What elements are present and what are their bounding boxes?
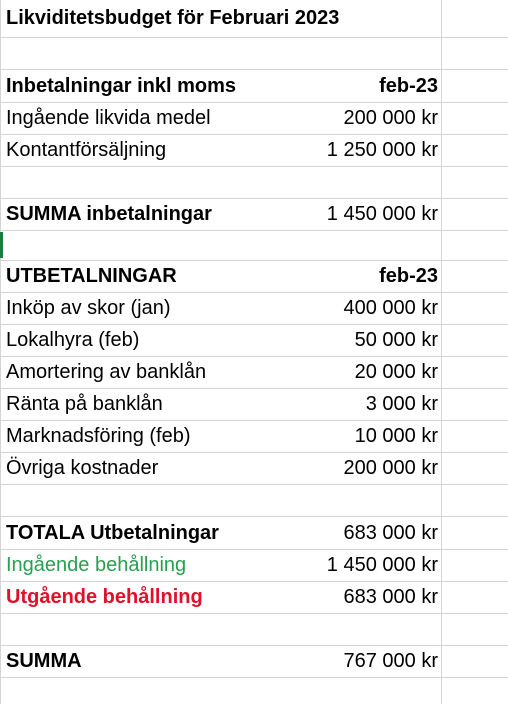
table-row[interactable] <box>0 325 508 357</box>
inbetalningar-header-row[interactable] <box>0 70 508 103</box>
table-row[interactable] <box>0 357 508 389</box>
empty-row[interactable] <box>0 231 508 261</box>
empty-row[interactable] <box>0 38 508 70</box>
row-label: Övriga kostnader <box>6 457 159 479</box>
table-row[interactable] <box>0 135 508 167</box>
utbetalningar-header-row[interactable] <box>0 261 508 293</box>
sheet-title: Likviditetsbudget för Februari 2023 <box>6 7 340 29</box>
utgaende-behallning-label: Utgående behållning <box>6 586 203 608</box>
totala-utbetalningar-value: 683 000 kr <box>343 521 438 544</box>
utgaende-behallning-row[interactable] <box>0 582 508 614</box>
empty-row[interactable] <box>0 485 508 517</box>
row-value: 200 000 kr <box>343 107 438 129</box>
table-row[interactable] <box>0 421 508 453</box>
ingaende-behallning-row[interactable] <box>0 550 508 582</box>
summa-row[interactable] <box>0 646 508 678</box>
selection-indicator <box>0 232 3 258</box>
row-label: Ingående likvida medel <box>6 107 211 129</box>
utgaende-behallning-value: 683 000 kr <box>343 586 438 608</box>
inbetalningar-header-label: Inbetalningar inkl moms <box>6 74 237 97</box>
row-value: 10 000 kr <box>354 425 438 447</box>
row-label: Ränta på banklån <box>6 393 163 415</box>
summa-inbetalningar-label: SUMMA inbetalningar <box>6 203 212 225</box>
summa-inbetalningar-row[interactable] <box>0 199 508 231</box>
table-row[interactable] <box>0 293 508 325</box>
row-value: 200 000 kr <box>343 457 438 479</box>
ingaende-behallning-label: Ingående behållning <box>6 554 187 576</box>
inbetalningar-header-month: feb-23 <box>379 74 438 97</box>
empty-row[interactable] <box>0 614 508 646</box>
empty-row[interactable] <box>0 167 508 199</box>
table-row[interactable] <box>0 453 508 485</box>
utbetalningar-header-label: UTBETALNINGAR <box>6 265 177 287</box>
row-label: Lokalhyra (feb) <box>6 329 140 351</box>
ingaende-behallning-value: 1 450 000 kr <box>326 554 438 576</box>
row-value: 3 000 kr <box>365 393 438 415</box>
empty-row[interactable] <box>0 678 508 704</box>
table-row[interactable] <box>0 389 508 421</box>
totala-utbetalningar-row[interactable] <box>0 517 508 550</box>
summa-value: 767 000 kr <box>343 650 438 672</box>
row-label: Kontantförsäljning <box>6 139 167 161</box>
row-value: 20 000 kr <box>354 361 438 383</box>
row-label: Marknadsföring (feb) <box>6 425 191 447</box>
row-value: 50 000 kr <box>354 329 438 351</box>
table-row[interactable] <box>0 103 508 135</box>
row-value: 400 000 kr <box>343 297 438 319</box>
title-row[interactable] <box>0 0 508 38</box>
summa-inbetalningar-value: 1 450 000 kr <box>326 203 438 225</box>
row-label: Inköp av skor (jan) <box>6 297 171 319</box>
row-label: Amortering av banklån <box>6 361 207 383</box>
totala-utbetalningar-label: TOTALA Utbetalningar <box>6 521 219 544</box>
row-value: 1 250 000 kr <box>326 139 438 161</box>
summa-label: SUMMA <box>6 650 82 672</box>
utbetalningar-header-month: feb-23 <box>379 265 438 287</box>
